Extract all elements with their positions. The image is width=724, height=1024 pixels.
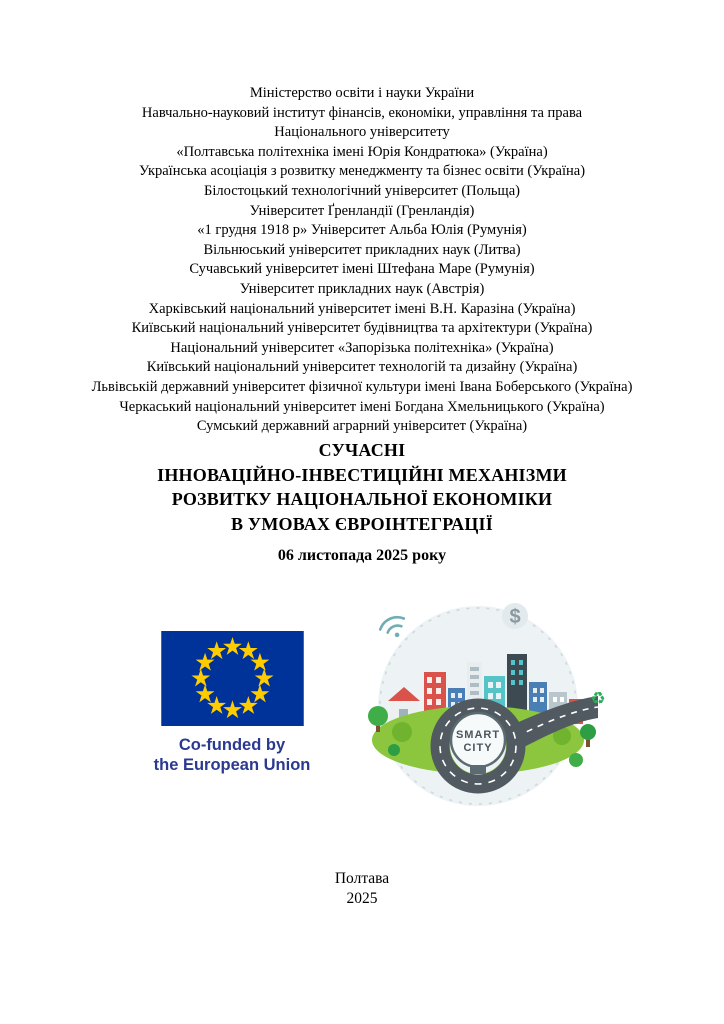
eu-cofunded-logo	[140, 631, 324, 775]
smart-city-figure	[340, 600, 620, 812]
institution-line: Черкаський національний університет імені Богдана Хмельницького (Україна)	[119, 398, 605, 415]
institution-line: Вільнюський університет прикладних наук (Литва)	[203, 241, 521, 258]
institution-list	[0, 84, 724, 437]
institution-line: Сучавський університет імені Штефана Маре (Румунія)	[189, 261, 535, 278]
dollar-icon: $	[509, 606, 521, 628]
institution-line: Міністерство освіти і науки України	[249, 85, 475, 101]
event-date: 06 листопада 2025 року	[277, 547, 447, 564]
title-line: ІННОВАЦІЙНО-ІНВЕСТИЦІЙНІ МЕХАНІЗМИ	[157, 464, 567, 485]
bush	[388, 744, 400, 756]
institution-line: Університет прикладних наук (Австрія)	[239, 280, 485, 297]
conference-title	[0, 438, 724, 536]
institution-line: Київський національний університет будівництва та архітектури (Україна)	[131, 320, 593, 337]
title-line: РОЗВИТКУ НАЦІОНАЛЬНОЇ ЕКОНОМІКИ	[171, 489, 553, 509]
institution-line: Київський національний університет технологій та дизайну (Україна)	[146, 359, 578, 376]
institution-line: «Полтавська політехніка імені Юрія Кондратюка» (Україна)	[176, 143, 548, 160]
institution-line: «1 грудня 1918 р» Університет Альба Юлія (Румунія)	[197, 222, 527, 239]
logo-row	[0, 600, 724, 812]
smart-city-label-line2: CITY	[463, 742, 493, 754]
imprint	[0, 869, 724, 909]
imprint-year: 2025	[346, 890, 378, 907]
institution-line: Університет Ґренландії (Гренландія)	[249, 202, 475, 219]
eu-caption-line2: the European Union	[153, 756, 311, 774]
institution-line: Навчально-науковий інститут фінансів, економіки, управління та права	[141, 104, 583, 121]
institution-line: Львівській державний університет фізичної культури імені Івана Боберського (Україна)	[91, 378, 633, 395]
institution-line: Білостоцький технологічний університет (Польща)	[204, 182, 520, 199]
title-line: СУЧАСНІ	[318, 440, 406, 460]
bush	[569, 753, 583, 767]
imprint-city: Полтава	[334, 870, 390, 887]
institution-line: Харківський національний університет імені В.Н. Каразіна (Україна)	[148, 300, 576, 317]
institution-line: Національного університету	[274, 124, 450, 141]
eu-flag	[161, 631, 304, 726]
institution-line: Національний університет «Запорізька політехніка» (Україна)	[170, 339, 554, 356]
smart-city-illustration	[340, 600, 620, 812]
institution-line: Українська асоціація з розвитку менеджменту та бізнес освіти (Україна)	[138, 163, 586, 180]
recycle-icon: ♻	[590, 689, 606, 708]
eu-caption-line1: Co-funded by	[178, 736, 286, 754]
eu-cofunded-caption	[140, 735, 324, 775]
title-line: В УМОВАХ ЄВРОІНТЕГРАЦІЇ	[231, 513, 493, 534]
smart-city-label-line1: SMART	[455, 729, 501, 741]
institution-line: Сумський державний аграрний університет (Україна)	[196, 418, 528, 435]
grass-mound	[392, 722, 412, 742]
